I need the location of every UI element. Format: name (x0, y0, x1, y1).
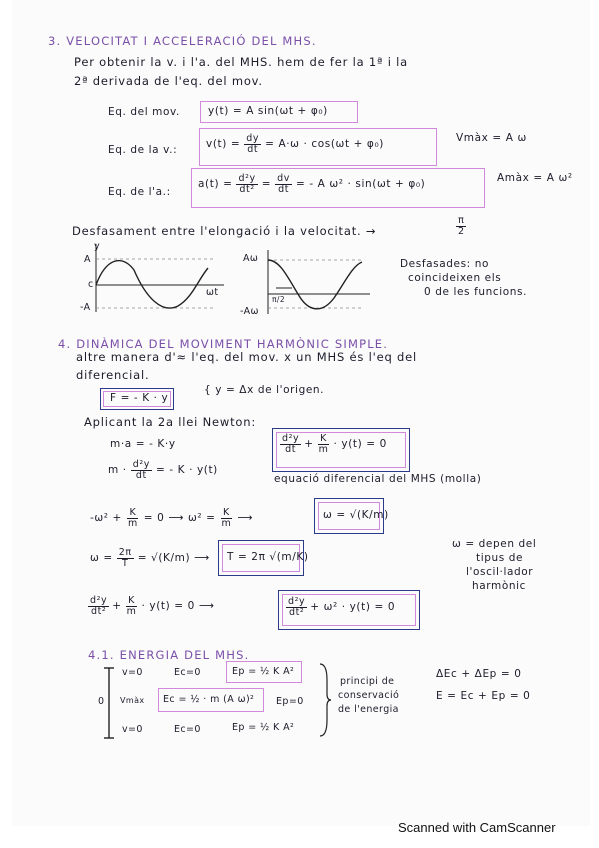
eqf-box-rhs: + ω² · y(t) = 0 (310, 601, 396, 614)
omega-note3: l'oscil·lador (466, 566, 534, 578)
m-rhs: = - K · y(t) (155, 464, 218, 477)
right-brace (318, 662, 332, 738)
ma-equation: m·a = - K·y (110, 438, 176, 450)
m-num: d²y (132, 459, 150, 470)
graph1-x-label: ωt (206, 287, 219, 298)
w2-den: m (127, 517, 138, 529)
graph1-A-label: A (84, 254, 91, 265)
diff-eq-formula (280, 434, 387, 455)
diff-num1: d²y (282, 433, 300, 444)
desfas-den: 2 (458, 225, 465, 237)
energy-delta-eq: ΔEc + ΔEp = 0 (436, 668, 522, 680)
desfasament-text: Desfasament entre l'elongació i la velocitat. → (72, 224, 377, 238)
principle-line2: conservació (338, 690, 400, 701)
note-line1: Desfasades: no (400, 258, 490, 270)
eq-a-frac1 (236, 174, 257, 195)
omega-period-eq (90, 548, 210, 569)
r2-kinetic: Ec = ½ · m (A ω)² (163, 694, 255, 705)
eq-v-label: Eq. de la v.: (108, 144, 178, 156)
w-den: T (122, 557, 129, 569)
eq-a-num1: d²y (238, 173, 256, 184)
eqf-den1: dt² (90, 605, 107, 617)
r2-origin: 0 (98, 696, 105, 707)
vmax-note: Vmàx = A ω (456, 132, 527, 144)
w2-frac2 (219, 508, 233, 529)
r1-velocity: v=0 (122, 667, 143, 678)
eq-a-frac2 (275, 174, 292, 195)
diff-den1: dt (285, 443, 297, 455)
eqf-plus: + (112, 600, 122, 613)
eqf-box-num: d²y (288, 596, 306, 607)
diff-den2: m (318, 443, 329, 455)
amax-note: Amàx = A ω² (497, 172, 573, 184)
newton-diff-eq (108, 460, 218, 481)
w2-mid: = 0 ⟶ ω² = (143, 512, 216, 525)
r3-potential: Ep = ½ K A² (232, 722, 295, 733)
eqf-box-den: dt² (288, 606, 305, 618)
r1-potential: Ep = ½ K A² (232, 666, 295, 677)
eq-v-rhs: = A·ω · cos(ωt + φ₀) (265, 138, 384, 151)
w-mid: = √(K/m) ⟶ (137, 552, 210, 565)
eqf-frac1 (88, 596, 109, 617)
w-frac (117, 548, 134, 569)
sec4-line2: diferencial. (76, 368, 150, 382)
eq-mov-label: Eq. del mov. (108, 106, 180, 118)
eq-a-lhs: a(t) = (198, 178, 233, 191)
sec4-line1: altre manera d'≈ l'eq. del mov. x un MHS és l'eq del (76, 350, 417, 364)
graph1-c-label: c (88, 279, 94, 290)
eqf-num2: K (128, 595, 136, 606)
diff-num2: K (320, 433, 328, 444)
elongation-graph (84, 240, 234, 315)
note-line3: 0 de les funcions. (424, 286, 528, 298)
hooke-law: F = - K · y (110, 392, 169, 404)
diff-frac1 (280, 434, 301, 455)
graph1-negA-label: -A (80, 302, 91, 313)
eqf-frac2 (125, 596, 139, 617)
r3-kinetic: Ec=0 (174, 724, 201, 735)
eq-v-fraction (244, 134, 261, 155)
r2-potential: Ep=0 (276, 696, 304, 707)
desfas-num: π (458, 215, 465, 226)
eq-mov-formula: y(t) = A sin(ωt + φ₀) (208, 105, 328, 117)
note-line2: coincideixen els (408, 272, 502, 284)
eq-a-rhs: = - A ω² · sin(ωt + φ₀) (296, 178, 426, 191)
m-fraction (131, 460, 152, 481)
diff-frac2 (317, 434, 331, 455)
period-formula: T = 2π √(m/K) (227, 551, 309, 563)
eq-v-lhs: v(t) = (206, 138, 241, 151)
r1-kinetic: Ec=0 (174, 667, 201, 678)
w2-num: K (129, 507, 137, 518)
omega-note2: tipus de (476, 552, 524, 564)
eq-a-den1: dt² (239, 183, 255, 195)
section-3-title: 3. VELOCITAT I ACCELERACIÓ DEL MHS. (48, 34, 317, 48)
section-41-title: 4.1. ENERGIA DEL MHS. (88, 648, 250, 662)
hooke-note: { y = Δx de l'origen. (204, 384, 325, 396)
omega-formula: ω = √(K/m) (323, 509, 389, 521)
omega-note4: harmònic (472, 580, 527, 592)
w2-num2: K (222, 507, 230, 518)
camscanner-footer: Scanned with CamScanner (398, 820, 556, 835)
eqf-rhs: · y(t) = 0 ⟶ (141, 600, 215, 613)
eq-a-formula (198, 174, 425, 195)
w2-den2: m (221, 517, 232, 529)
m-dot: m · (108, 464, 127, 477)
diff-rhs: · y(t) = 0 (333, 438, 387, 451)
eq-v-num: dy (246, 133, 260, 144)
eq-a-num2: dv (277, 173, 291, 184)
energy-total-eq: E = Ec + Ep = 0 (436, 690, 531, 702)
diff-plus: + (304, 438, 314, 451)
w2-lhs: -ω² + (90, 512, 122, 525)
w2-arrow: ⟶ (237, 512, 253, 525)
eqf-box-frac (286, 597, 307, 618)
graph2-pi2-label: π/2 (272, 295, 286, 304)
m-den: dt (135, 469, 147, 481)
r2-velocity: Vmàx (120, 696, 145, 705)
eq-v-den: dt (247, 143, 259, 155)
principle-line3: de l'energia (338, 704, 399, 715)
diff-eq-caption: equació diferencial del MHS (molla) (274, 473, 482, 485)
eq-a-equals: = (261, 178, 272, 191)
omega-squared-eq (90, 508, 253, 529)
graph2-bottom-label: -Aω (240, 306, 259, 317)
w-num: 2π (118, 547, 132, 558)
graph2-top-label: Aω (243, 253, 259, 264)
desfasament-pi (456, 216, 467, 237)
eq-a-den2: dt (278, 183, 290, 195)
omega-note1: ω = depen del (452, 538, 537, 550)
sec3-intro-line1: Per obtenir la v. i l'a. del MHS. hem de fer la 1ª i la (74, 55, 409, 69)
section-4-title: 4. DINÀMICA DEL MOVIMENT HARMÒNIC SIMPLE. (58, 337, 389, 351)
eqf-den2: m (126, 605, 137, 617)
w2-frac (126, 508, 140, 529)
eq-a-label: Eq. de l'a.: (108, 186, 171, 198)
sec3-intro-line2: 2ª derivada de l'eq. del mov. (74, 74, 263, 88)
eq-v-formula (206, 134, 384, 155)
newton-text: Aplicant la 2a llei Newton: (84, 415, 257, 429)
r3-velocity: v=0 (122, 724, 143, 735)
w-lhs: ω = (90, 552, 113, 565)
principle-line1: principi de (340, 676, 395, 687)
eqf-num1: d²y (90, 595, 108, 606)
final-eq-boxed (286, 597, 395, 618)
graph1-y-label: y (94, 241, 101, 252)
velocity-graph (262, 248, 372, 318)
final-eq-left (88, 596, 214, 617)
